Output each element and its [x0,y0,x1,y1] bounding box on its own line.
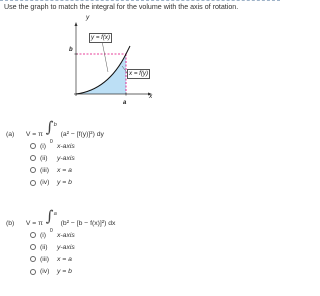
choice-text: x-axis [57,142,75,150]
curve-label-y-eq-fx: y = f(x) [91,34,111,41]
part-a-choice-2[interactable] [30,152,75,164]
choice-number: (i) [40,231,47,239]
curve-label-x-eq-fy: x = f(y) [129,70,149,77]
pointer-top [102,41,108,72]
choice-text: y = b [57,179,72,187]
a-label: a [123,100,127,106]
choice-text: x = a [57,166,72,174]
part-a-choice-4[interactable] [30,177,75,189]
instruction-text: Use the graph to match the integral for the volume with the axis of rotation. [4,3,239,11]
radio-button[interactable] [30,167,36,173]
radio-button[interactable] [30,180,36,186]
choice-number: (ii) [40,243,48,251]
y-axis-label: y [86,14,90,21]
part-b-integrand: (b² − [b − f(x)]²) dx [60,219,116,227]
part-a-lhs: V = π [25,130,43,138]
choice-text: y = b [57,268,72,276]
choice-number: (iv) [40,179,50,187]
part-b-lower-limit: 0 [49,228,53,234]
choice-text: y-axis [57,154,75,162]
region-graph [58,14,164,114]
part-b-label: (b) [6,219,15,227]
part-b-choices [30,229,75,278]
choice-number: (iii) [40,166,50,174]
b-label: b [69,47,73,53]
part-a-choices [30,140,75,189]
radio-button[interactable] [30,269,36,275]
part-a-choice-3[interactable] [30,164,75,176]
choice-number: (ii) [40,154,48,162]
radio-button[interactable] [30,143,36,149]
choice-number: (i) [40,142,47,150]
y-axis-arrow [75,22,78,26]
x-axis-label: x [149,93,153,100]
radio-button[interactable] [30,232,36,238]
part-b-lhs: V = π [25,219,43,227]
part-b-upper-limit: a [53,211,57,217]
part-a-choice-1[interactable] [30,140,75,152]
part-a-lower-limit: 0 [49,139,53,145]
part-b-choice-2[interactable] [30,241,75,253]
choice-text: x-axis [57,231,75,239]
integral-sign-b: ∫ a 0 [45,207,57,234]
radio-button[interactable] [30,256,36,262]
radio-button[interactable] [30,244,36,250]
shaded-region [76,54,126,94]
radio-button[interactable] [30,155,36,161]
choice-number: (iv) [40,268,50,276]
part-a-integrand: (a² − [f(y)]²) dy [60,130,104,138]
integral-sign-a: ∫ b 0 [45,118,57,145]
choice-text: y-axis [57,243,75,251]
part-b-choice-3[interactable] [30,253,75,265]
choice-number: (iii) [40,255,50,263]
top-divider [0,0,280,1]
part-a-upper-limit: b [53,122,57,128]
part-a-label: (a) [6,130,15,138]
part-b-choice-4[interactable] [30,266,75,278]
part-b-choice-1[interactable] [30,229,75,241]
choice-text: x = a [57,255,72,263]
